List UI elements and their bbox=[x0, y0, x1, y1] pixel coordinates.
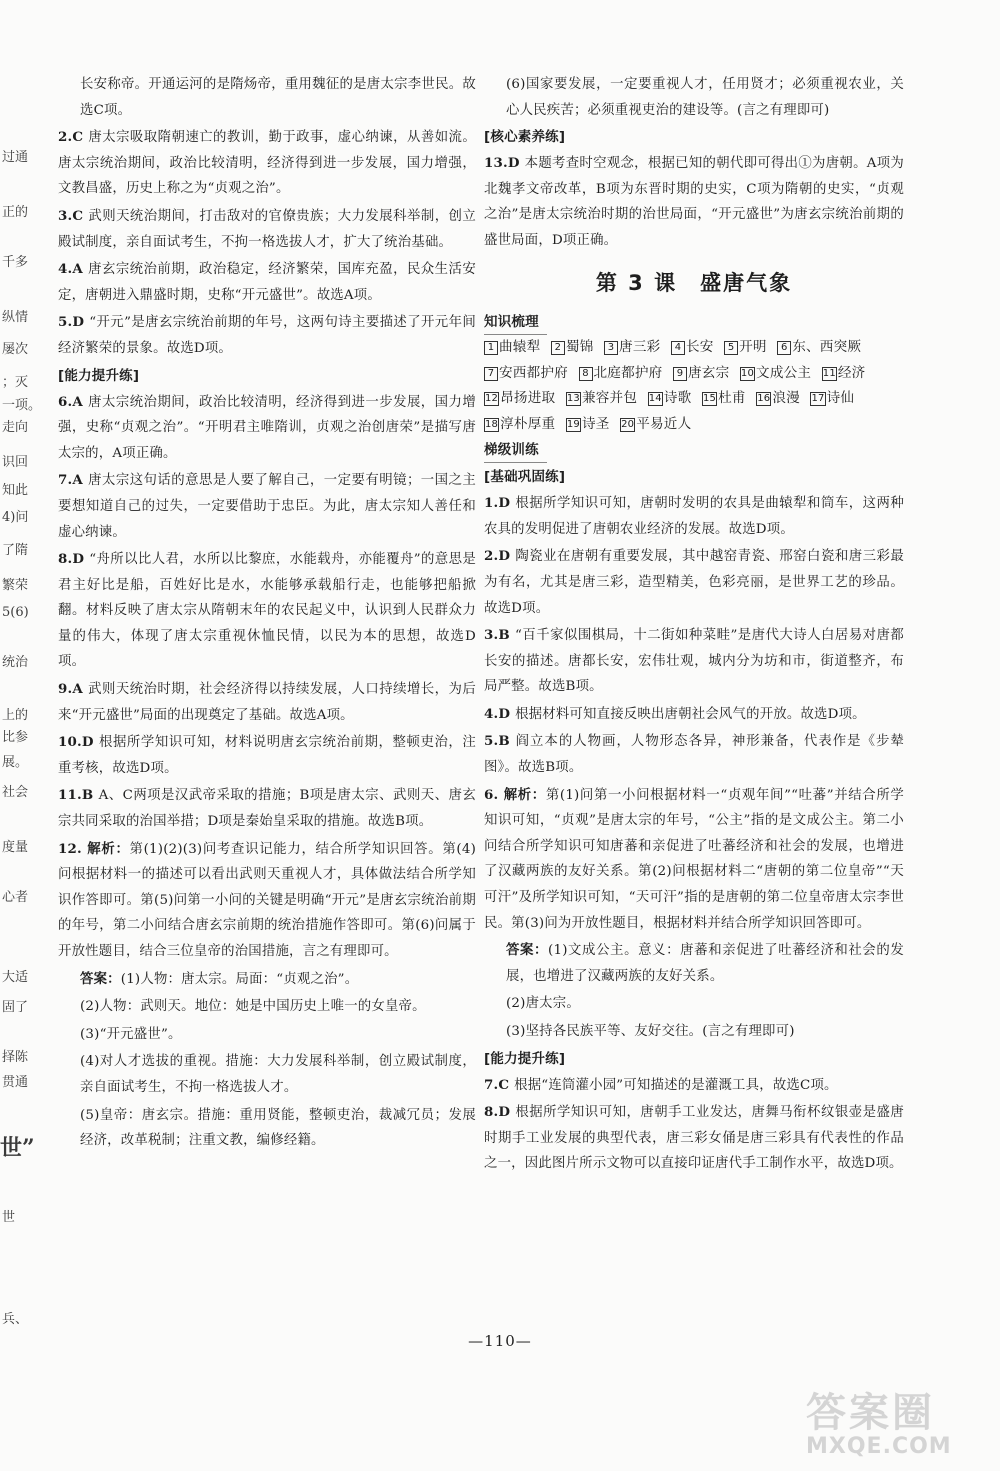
answer-item bbox=[58, 677, 476, 728]
knowledge-item-text: 兼容并包 bbox=[581, 390, 638, 407]
item-number: 1.D bbox=[484, 495, 516, 512]
knowledge-item-number: 5 bbox=[724, 341, 738, 355]
item-text: (1)文成公主。意义：唐蕃和亲促进了吐蕃经济和社会的发展，也增进了汉藏两族的友好关系。 bbox=[506, 943, 904, 984]
knowledge-item-number: 3 bbox=[604, 341, 618, 355]
item-text: 根据“连筒灌小园”可知描述的是灌溉工具，故选C项。 bbox=[514, 1077, 838, 1093]
bleed-fragment: 上的 bbox=[2, 708, 29, 723]
answer-item bbox=[58, 310, 476, 361]
item-number: 5.D bbox=[58, 314, 90, 331]
item-text: 第(1)(2)(3)问考查识记能力，结合所学知识回答。第(4)问根据材料一的描述可以看出武则天重视人才，具体做法结合所学知识作答即可。第(5)问第一小问的关键是明确“开元”是唐玄宗统治前期的年号，第二小问结合唐玄宗前期的统治措施作答即可。第(6)问属于开放性题目，结合三位皇帝的治国措施，言之有理即可。 bbox=[58, 841, 476, 959]
knowledge-item-text: 蜀锦 bbox=[565, 339, 594, 356]
right-column-top-answers bbox=[484, 72, 904, 254]
item-text: 根据所学知识可知，唐朝时发明的农具是曲辕犁和筒车，这两种农具的发明促进了唐朝农业经济的发展。故选D项。 bbox=[484, 496, 904, 537]
knowledge-summary-list bbox=[484, 335, 904, 437]
bleed-fragment: ；灭 bbox=[2, 375, 29, 390]
item-number: 7.A bbox=[58, 472, 89, 489]
answer-item bbox=[484, 491, 904, 542]
right-column bbox=[484, 72, 904, 1179]
item-number: 2.C bbox=[58, 129, 89, 146]
item-text: (3)“开元盛世”。 bbox=[80, 1026, 182, 1042]
item-text: “舟所以比人君，水所以比黎庶，水能载舟，亦能覆舟”的意思是君主好比是船，百姓好比是水，水能够承载船行走，也能够把船掀翻。材料反映了唐太宗从隋朝末年的农民起义中，认识到人民群众力量的伟大，体现了唐太宗重视休恤民情，以民为本的思想，故选D项。 bbox=[58, 552, 476, 670]
answer-item bbox=[484, 702, 904, 728]
answer-item bbox=[484, 544, 904, 621]
knowledge-item-number: 8 bbox=[579, 367, 593, 381]
bleed-fragment: 繁荣 bbox=[2, 578, 29, 593]
watermark-logo-text: 答案圈 bbox=[806, 1390, 935, 1436]
answer-line bbox=[58, 1049, 476, 1100]
knowledge-item-number: 4 bbox=[671, 341, 685, 355]
answer-item bbox=[58, 468, 476, 545]
knowledge-item bbox=[484, 390, 555, 406]
bleed-fragment: 过通 bbox=[2, 150, 29, 165]
knowledge-item bbox=[810, 390, 854, 406]
answer-line bbox=[58, 1103, 476, 1154]
knowledge-item bbox=[777, 339, 861, 355]
item-number: 5.B bbox=[484, 733, 516, 750]
item-text: 阎立本的人物画，人物形态各异，神形兼备，代表作是《步辇图》。故选B项。 bbox=[484, 734, 904, 776]
watermark-logo bbox=[806, 1392, 986, 1466]
knowledge-item-number: 13 bbox=[566, 393, 580, 405]
knowledge-item-text: 东、西突厥 bbox=[792, 339, 862, 356]
knowledge-item bbox=[579, 365, 663, 381]
knowledge-heading: 知识梳理 bbox=[484, 310, 547, 335]
knowledge-item-text: 平易近人 bbox=[636, 415, 692, 432]
knowledge-item-text: 文成公主 bbox=[756, 364, 812, 381]
knowledge-item bbox=[702, 390, 746, 406]
knowledge-item-text: 北庭都护府 bbox=[593, 364, 663, 381]
answer-item bbox=[58, 125, 476, 202]
answer-item bbox=[484, 783, 904, 937]
bleed-fragment: 固了 bbox=[2, 1000, 29, 1015]
knowledge-item-text: 淳朴厚重 bbox=[500, 415, 556, 432]
item-text: 武则天统治时期，社会经济得以持续发展，人口持续增长，为后来“开元盛世”局面的出现奠定了基础。故选A项。 bbox=[58, 682, 476, 723]
item-text: 根据所学知识可知，材料说明唐玄宗统治前期，整顿吏治，注重考核，故选D项。 bbox=[58, 735, 476, 776]
bleed-fragment: 屡次 bbox=[2, 342, 29, 357]
knowledge-item-number: 18 bbox=[485, 418, 499, 430]
knowledge-item bbox=[620, 416, 691, 432]
knowledge-item-text: 诗圣 bbox=[581, 415, 610, 432]
knowledge-item bbox=[740, 365, 811, 381]
knowledge-item-number: 12 bbox=[485, 393, 499, 405]
knowledge-item bbox=[484, 416, 555, 432]
item-text: 唐太宗统治期间，政治比较清明，经济得到进一步发展，国力增强，史称“贞观之治”。“开明君主唯隋训，贞观之治创唐荣”是描写唐太宗的，A项正确。 bbox=[58, 394, 476, 461]
item-number: 8.D bbox=[484, 1104, 516, 1121]
bleed-fragment: 5(6) bbox=[2, 605, 29, 620]
item-number: 7.C bbox=[484, 1076, 515, 1093]
bleed-fragment: 度量 bbox=[2, 840, 29, 855]
item-text: 唐太宗吸取隋朝速亡的教训，勤于政事，虚心纳谏，从善如流。唐太宗统治期间，政治比较清明，经济得到进一步发展，国力增强，文教昌盛，历史上称之为“贞观之治”。 bbox=[58, 130, 476, 197]
answer-item bbox=[58, 257, 476, 308]
bleed-fragment: 择陈 bbox=[2, 1050, 29, 1065]
answer-item bbox=[484, 1100, 904, 1177]
answer-item bbox=[58, 730, 476, 781]
item-text: “百千家似围棋局，十二街如种菜畦”是唐代大诗人白居易对唐都长安的描述。唐都长安，宏伟壮观，城内分为坊和市，街道整齐，布局严整。故选B项。 bbox=[484, 628, 904, 695]
watermark-site-text: MXQE.COM bbox=[806, 1434, 952, 1459]
knowledge-item-number: 1 bbox=[484, 341, 498, 355]
item-number: 6.A bbox=[58, 393, 89, 410]
knowledge-item bbox=[484, 365, 568, 381]
knowledge-item-text: 开明 bbox=[739, 339, 767, 356]
knowledge-item-number: 6 bbox=[777, 341, 791, 355]
item-number: 8.D bbox=[58, 551, 90, 568]
bleed-fragment: 一项。 bbox=[2, 398, 42, 413]
item-text: “开元”是唐玄宗统治前期的年号，这两句诗主要描述了开元年间经济繁荣的景象。故选D项。 bbox=[58, 315, 476, 356]
knowledge-item bbox=[604, 339, 660, 355]
knowledge-item-number: 11 bbox=[822, 367, 836, 379]
answer-item bbox=[484, 729, 904, 780]
item-text: 第(1)问第一小问根据材料一“贞观年间”“吐蕃”并结合所学知识可知，“贞观”是唐太宗的年号，“公主”指的是文成公主。第二小问结合所学知识可知唐蕃和亲促进了吐蕃经济和社会的发展，也增进了汉藏两族的友好关系。第(2)问根据材料二“唐朝的第二位皇帝”“天可汗”及所学知识可知，“天可汗”指的是唐朝的第二位皇帝唐太宗李世民。第(3)问为开放性题目，根据材料并结合所学知识回答即可。 bbox=[484, 787, 904, 931]
item-text: 陶瓷业在唐朝有重要发展，其中越窑青瓷、邢窑白瓷和唐三彩最为有名，尤其是唐三彩，造型精美，色彩亮丽，是世界工艺的珍品。故选D项。 bbox=[484, 549, 904, 616]
bleed-fragment: 兵、 bbox=[2, 1312, 29, 1327]
item-text: 本题考查时空观念，根据已知的朝代即可得出①为唐朝。A项为北魏孝文帝改革，B项为东晋时期的史实，C项为隋朝的史实，“贞观之治”是唐太宗统治时期的治世局面，“开元盛世”为唐玄宗统治前期的盛世局面，D项正确。 bbox=[484, 156, 904, 248]
answer-item bbox=[58, 204, 476, 255]
item-number: 9.A bbox=[58, 681, 89, 698]
item-text: (6)国家要发展，一定要重视人才，任用贤才；必须重视农业，关心人民疾苦；必须重视吏治的建设等。(言之有理即可) bbox=[506, 77, 904, 118]
knowledge-item-text: 浪漫 bbox=[772, 390, 800, 407]
item-number: 13.D bbox=[484, 155, 525, 172]
item-number: 11.B bbox=[58, 787, 99, 804]
knowledge-item-number: 9 bbox=[673, 367, 687, 381]
bleed-fragment: 比参 bbox=[2, 730, 29, 745]
item-number: 4.A bbox=[58, 261, 89, 278]
answer-line bbox=[484, 991, 904, 1017]
knowledge-item-number: 10 bbox=[740, 367, 755, 379]
bleed-fragment: 展。 bbox=[2, 755, 29, 770]
knowledge-item bbox=[648, 390, 692, 406]
answer-line bbox=[58, 1022, 476, 1048]
item-number: 3.C bbox=[58, 207, 89, 224]
knowledge-item-number: 7 bbox=[484, 367, 498, 381]
knowledge-item-number: 2 bbox=[551, 341, 565, 355]
item-text: 根据所学知识可知，唐朝手工业发达，唐舞马衔杯纹银壶是盛唐时期手工业发展的典型代表，唐三彩女俑是唐三彩具有代表性的作品之一，因此图片所示文物可以直接印证唐代手工制作水平，故选D项。 bbox=[484, 1105, 904, 1172]
answer-item bbox=[58, 783, 476, 834]
bleed-fragment: 社会 bbox=[2, 785, 29, 800]
item-number: 6. bbox=[484, 786, 504, 803]
knowledge-item-number: 15 bbox=[702, 393, 717, 405]
item-text: 唐太宗这句话的意思是人要了解自己，一定要有明镜；一国之主要想知道自己的过失，一定要借助于忠臣。为此，唐太宗知人善任和虚心纳谏。 bbox=[58, 473, 476, 540]
item-text: (5)皇帝：唐玄宗。措施：重用贤能，整顿吏治，裁减冗员；发展经济，改革税制；注重文教，编修经籍。 bbox=[80, 1107, 476, 1149]
answer-line bbox=[484, 72, 904, 123]
item-text: (1)人物：唐太宗。局面：“贞观之治”。 bbox=[120, 971, 359, 987]
bleed-fragment: 大适 bbox=[2, 970, 29, 985]
bleed-fragment: 世” bbox=[0, 1135, 35, 1161]
bleed-fragment: 识回 bbox=[2, 455, 29, 470]
item-text: (2)唐太宗。 bbox=[506, 996, 580, 1012]
knowledge-item-text: 诗歌 bbox=[663, 390, 692, 407]
answer-item bbox=[58, 72, 476, 123]
answer-item bbox=[58, 837, 476, 965]
section-label: [能力提升练] bbox=[58, 367, 140, 384]
knowledge-item bbox=[756, 390, 800, 406]
training-heading: 梯级训练 bbox=[484, 438, 547, 463]
bleed-fragment: 贯通 bbox=[2, 1075, 29, 1090]
section-label: [核心素养练] bbox=[484, 129, 566, 146]
bleed-fragment: 了隋 bbox=[2, 543, 29, 558]
bleed-fragment: 心者 bbox=[2, 890, 29, 905]
bleed-fragment: 走向 bbox=[2, 420, 29, 435]
left-column bbox=[58, 72, 476, 1156]
knowledge-item-number: 20 bbox=[621, 418, 635, 430]
item-number: 10.D bbox=[58, 734, 99, 751]
item-label: 答案： bbox=[506, 942, 549, 959]
knowledge-item bbox=[822, 365, 866, 381]
bleed-fragment: 正的 bbox=[2, 205, 29, 220]
bleed-fragment: 世 bbox=[2, 1210, 16, 1225]
bleed-fragment: 知此 bbox=[2, 483, 29, 498]
item-number: 4.D bbox=[484, 705, 516, 722]
item-text: 长安称帝。开通运河的是隋炀帝，重用魏征的是唐太宗李世民。故选C项。 bbox=[80, 77, 476, 118]
item-number: 2.D bbox=[484, 548, 516, 565]
knowledge-item-text: 唐三彩 bbox=[619, 339, 661, 356]
answer-item bbox=[484, 1073, 904, 1099]
item-number: 3.B bbox=[484, 627, 516, 644]
item-text: 唐玄宗统治前期，政治稳定，经济繁荣，国库充盈，民众生活安定，唐朝进入鼎盛时期，史称“开元盛世”。故选A项。 bbox=[58, 262, 476, 303]
answer-item bbox=[58, 390, 476, 467]
knowledge-item-text: 曲辕犁 bbox=[499, 339, 541, 356]
answer-line bbox=[58, 967, 476, 993]
bleed-fragment: 4)问 bbox=[2, 510, 29, 525]
item-text: 武则天统治期间，打击敌对的官僚贵族；大力发展科举制，创立殿试制度，亲自面试考生，不拘一格选拔人才，扩大了统治基础。 bbox=[58, 208, 476, 250]
knowledge-item-text: 经济 bbox=[837, 364, 866, 381]
knowledge-item bbox=[566, 416, 610, 432]
bleed-fragment: 千多 bbox=[2, 255, 29, 270]
answer-line bbox=[484, 938, 904, 989]
lesson-title: 第 3 课 盛唐气象 bbox=[595, 270, 793, 295]
page-number: —110— bbox=[468, 1332, 532, 1350]
knowledge-item-text: 杜甫 bbox=[718, 390, 746, 407]
answer-item bbox=[484, 151, 904, 253]
knowledge-item-text: 长安 bbox=[685, 339, 714, 356]
item-number: 12. bbox=[58, 840, 88, 857]
left-margin-bleed-text bbox=[0, 0, 42, 1471]
knowledge-item-text: 安西都护府 bbox=[499, 364, 568, 381]
item-text: (4)对人才选拔的重视。措施：大力发展科举制，创立殿试制度，亲自面试考生，不拘一格选拔人才。 bbox=[80, 1054, 476, 1095]
item-text: (2)人物：武则天。地位：她是中国历史上唯一的女皇帝。 bbox=[80, 999, 426, 1015]
section-label: [基础巩固练] bbox=[484, 469, 566, 486]
item-label: 答案： bbox=[80, 970, 121, 987]
knowledge-item bbox=[724, 339, 767, 355]
knowledge-item-text: 昂扬进取 bbox=[500, 390, 556, 407]
knowledge-item-number: 14 bbox=[648, 393, 662, 405]
knowledge-item bbox=[671, 339, 714, 355]
item-text: 根据材料可知直接反映出唐朝社会风气的开放。故选D项。 bbox=[515, 706, 866, 722]
answer-line bbox=[58, 994, 476, 1020]
answer-item bbox=[58, 547, 476, 675]
item-label: 解析： bbox=[87, 840, 130, 857]
answer-item bbox=[484, 623, 904, 700]
knowledge-item bbox=[673, 365, 729, 381]
item-text: A、C两项是汉武帝采取的措施；B项是唐太宗、武则天、唐玄宗共同采取的治国举措；D项是秦始皇采取的措施。故选B项。 bbox=[58, 788, 476, 830]
bleed-fragment: 统治 bbox=[2, 655, 29, 670]
knowledge-item-text: 诗仙 bbox=[826, 390, 855, 407]
knowledge-item bbox=[551, 339, 594, 355]
knowledge-item-number: 17 bbox=[811, 393, 825, 405]
knowledge-item-text: 唐玄宗 bbox=[688, 364, 730, 381]
knowledge-item-number: 16 bbox=[757, 393, 771, 405]
knowledge-item-number: 19 bbox=[566, 418, 580, 430]
answer-line bbox=[484, 1019, 904, 1045]
item-text: (3)坚持各民族平等、友好交往。(言之有理即可) bbox=[506, 1024, 795, 1039]
section-label: [能力提升练] bbox=[484, 1050, 566, 1067]
bleed-fragment: 纵情 bbox=[2, 310, 29, 325]
knowledge-item bbox=[566, 390, 637, 406]
item-label: 解析： bbox=[503, 786, 546, 803]
knowledge-item bbox=[484, 339, 540, 355]
right-column-training-answers bbox=[484, 465, 904, 1177]
